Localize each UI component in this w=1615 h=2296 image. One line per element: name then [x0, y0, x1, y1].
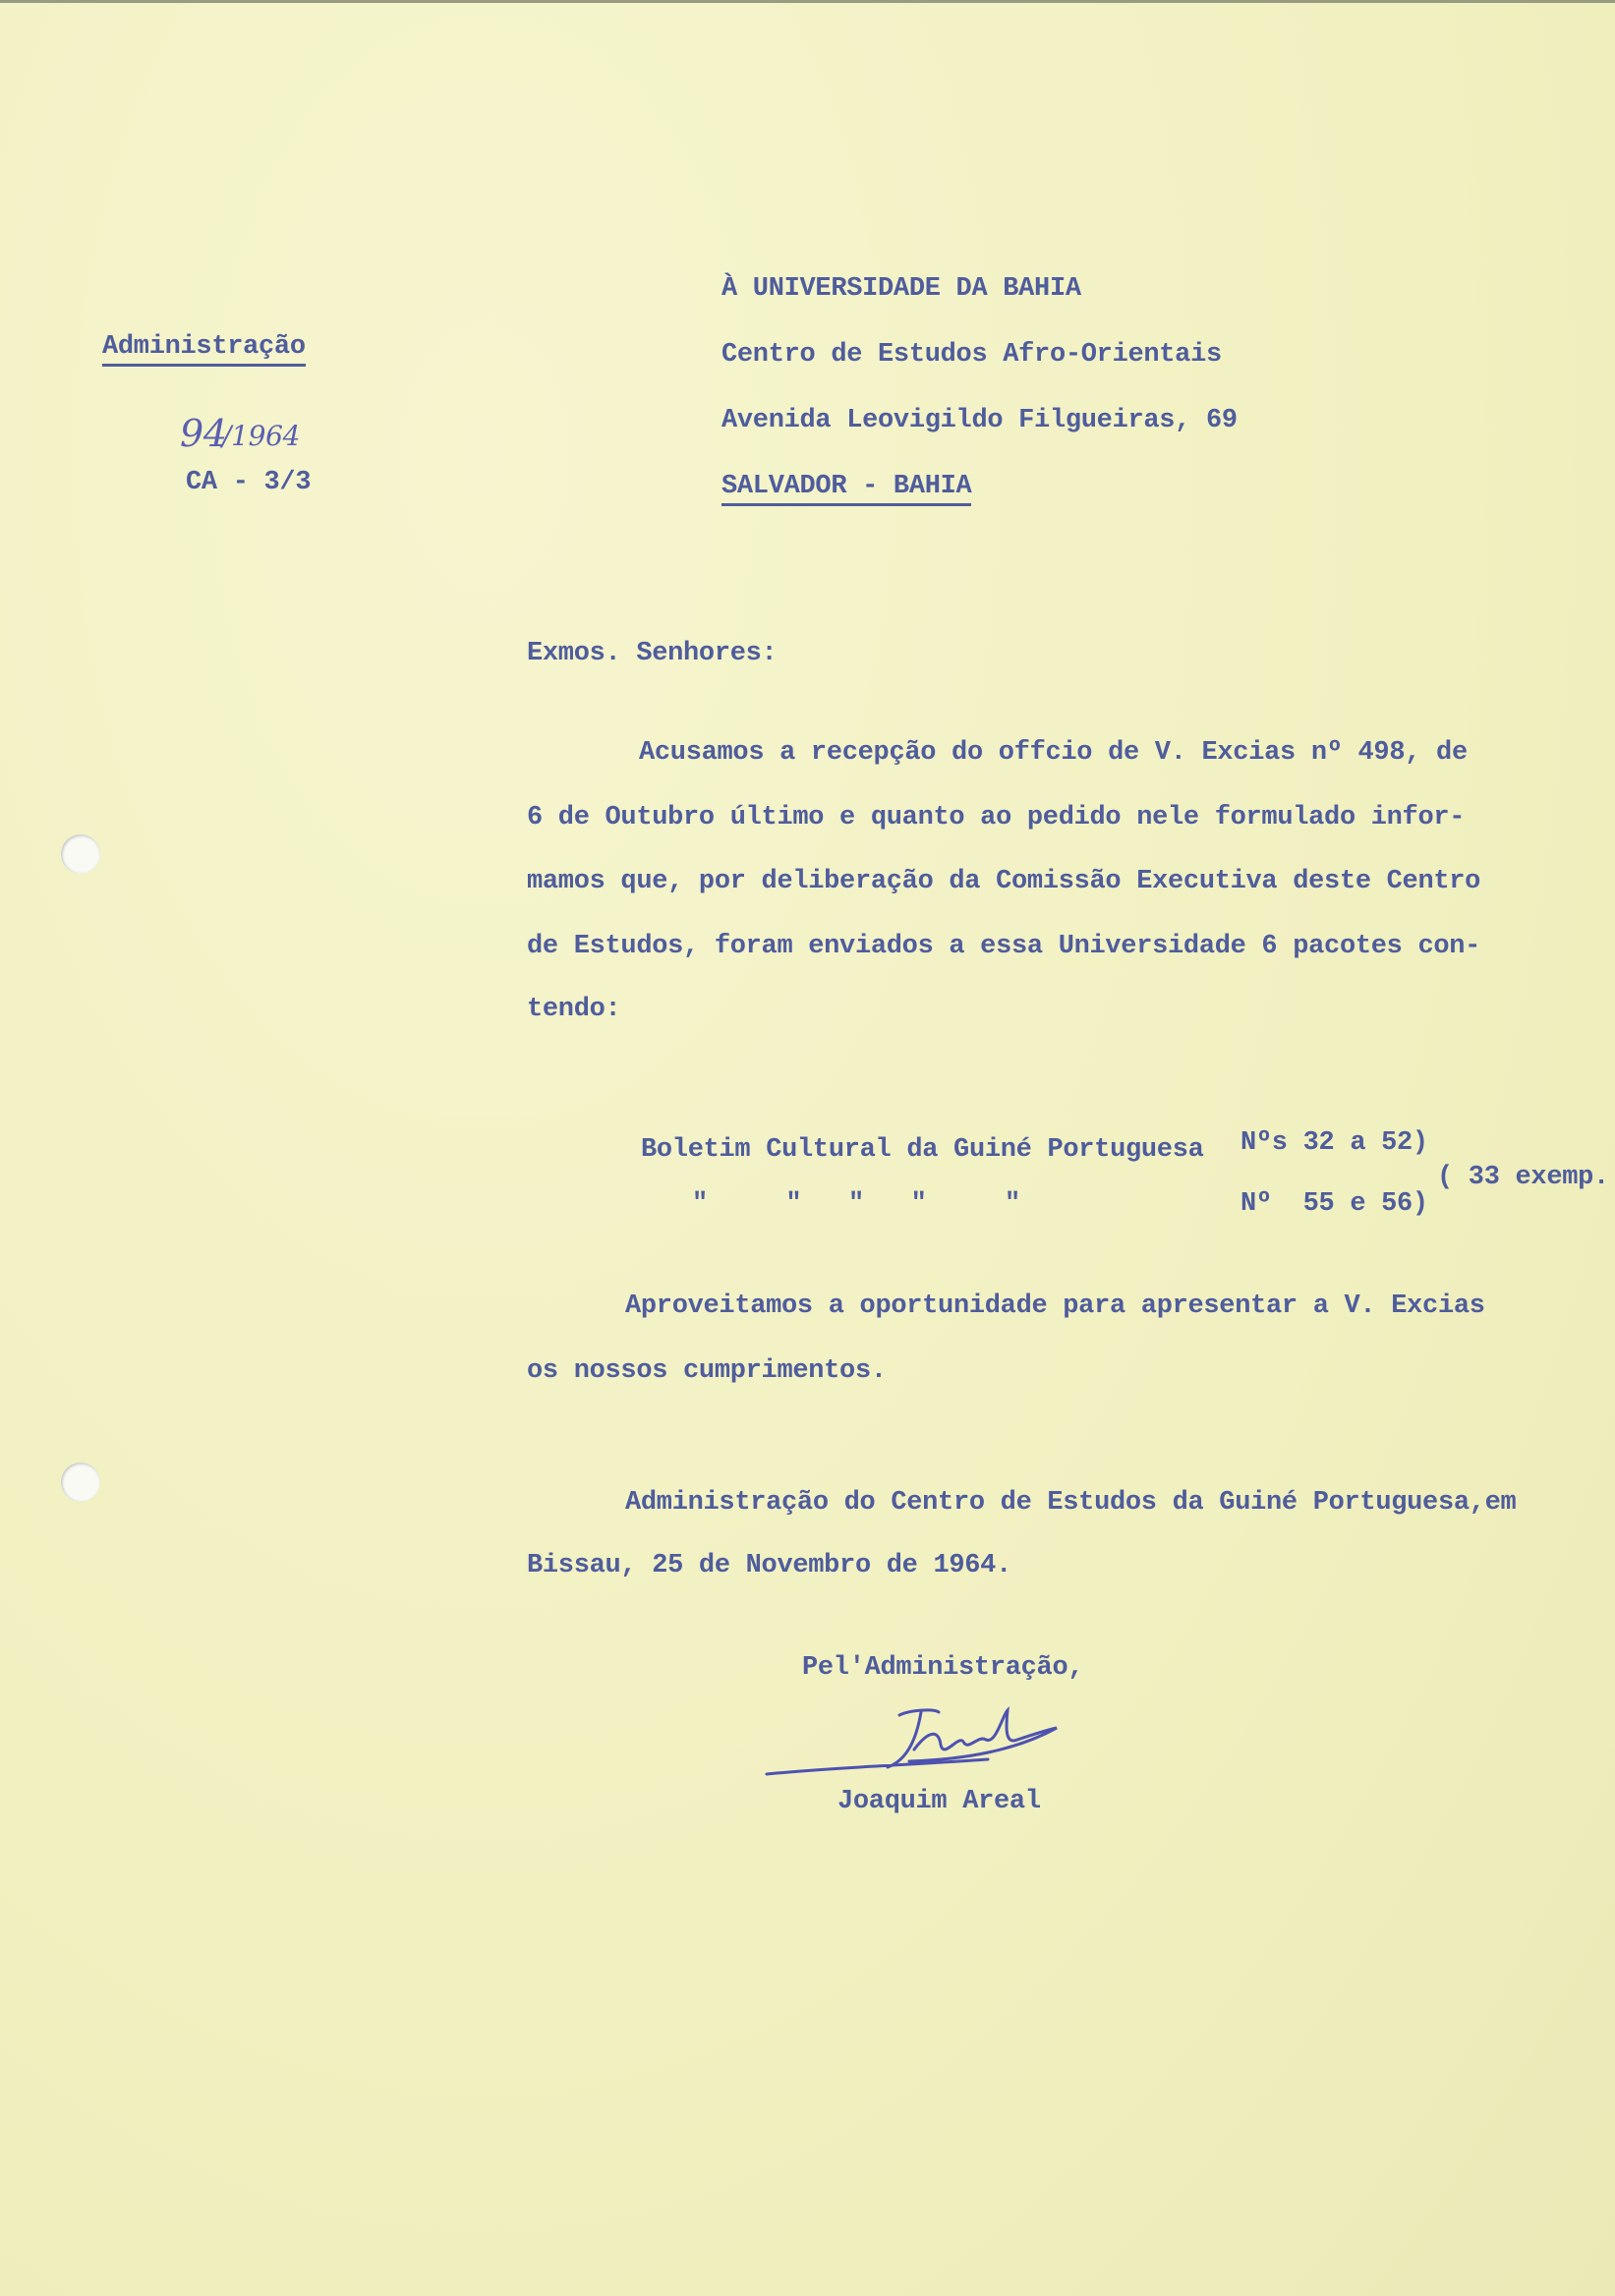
on-behalf-label: Pel'Administração,: [802, 1653, 1084, 1683]
paragraph-line: Aproveitamos a oportunidade para apresentar a V. Excias: [625, 1292, 1485, 1321]
address-line-4: SALVADOR - BAHIA: [721, 474, 971, 506]
punch-hole: [61, 834, 100, 874]
item-numbers: Nº 55 e 56): [1240, 1189, 1428, 1219]
signatory-name: Joaquim Areal: [837, 1787, 1041, 1816]
item-numbers: Nºs 32 a 52): [1240, 1128, 1428, 1158]
reference-year: /1964: [222, 420, 301, 452]
address-line-1: À UNIVERSIDADE DA BAHIA: [721, 274, 1081, 304]
handwritten-reference-number: 94: [180, 412, 227, 455]
paragraph-line: tendo:: [527, 995, 621, 1024]
address-line-3: Avenida Leovigildo Filgueiras, 69: [721, 406, 1238, 435]
department-label: Administração: [102, 334, 306, 367]
paragraph-line: de Estudos, foram enviados a essa Universidade 6 pacotes con-: [527, 932, 1481, 961]
signature: [762, 1691, 1096, 1789]
paper-edge: [0, 0, 1615, 3]
paragraph-line: Acusamos a recepção do offcio de V. Excias nº 498, de: [639, 738, 1468, 768]
paragraph-line: 6 de Outubro último e quanto ao pedido nele formulado infor-: [527, 803, 1466, 832]
salutation: Exmos. Senhores:: [527, 639, 778, 668]
paragraph-line: mamos que, por deliberação da Comissão Executiva deste Centro: [527, 867, 1481, 896]
quantity: ( 33 exemp.: [1437, 1163, 1609, 1192]
paragraph-line: Administração do Centro de Estudos da Guiné Portuguesa,em: [625, 1488, 1517, 1518]
ditto-marks: " " " " ": [692, 1189, 1020, 1219]
paragraph-line: os nossos cumprimentos.: [527, 1356, 887, 1386]
paragraph-line: Bissau, 25 de Novembro de 1964.: [527, 1551, 1011, 1580]
reference-code: CA - 3/3: [186, 468, 312, 497]
address-line-2: Centro de Estudos Afro-Orientais: [721, 340, 1222, 370]
punch-hole: [61, 1463, 100, 1502]
item-title: Boletim Cultural da Guiné Portuguesa: [641, 1135, 1204, 1165]
